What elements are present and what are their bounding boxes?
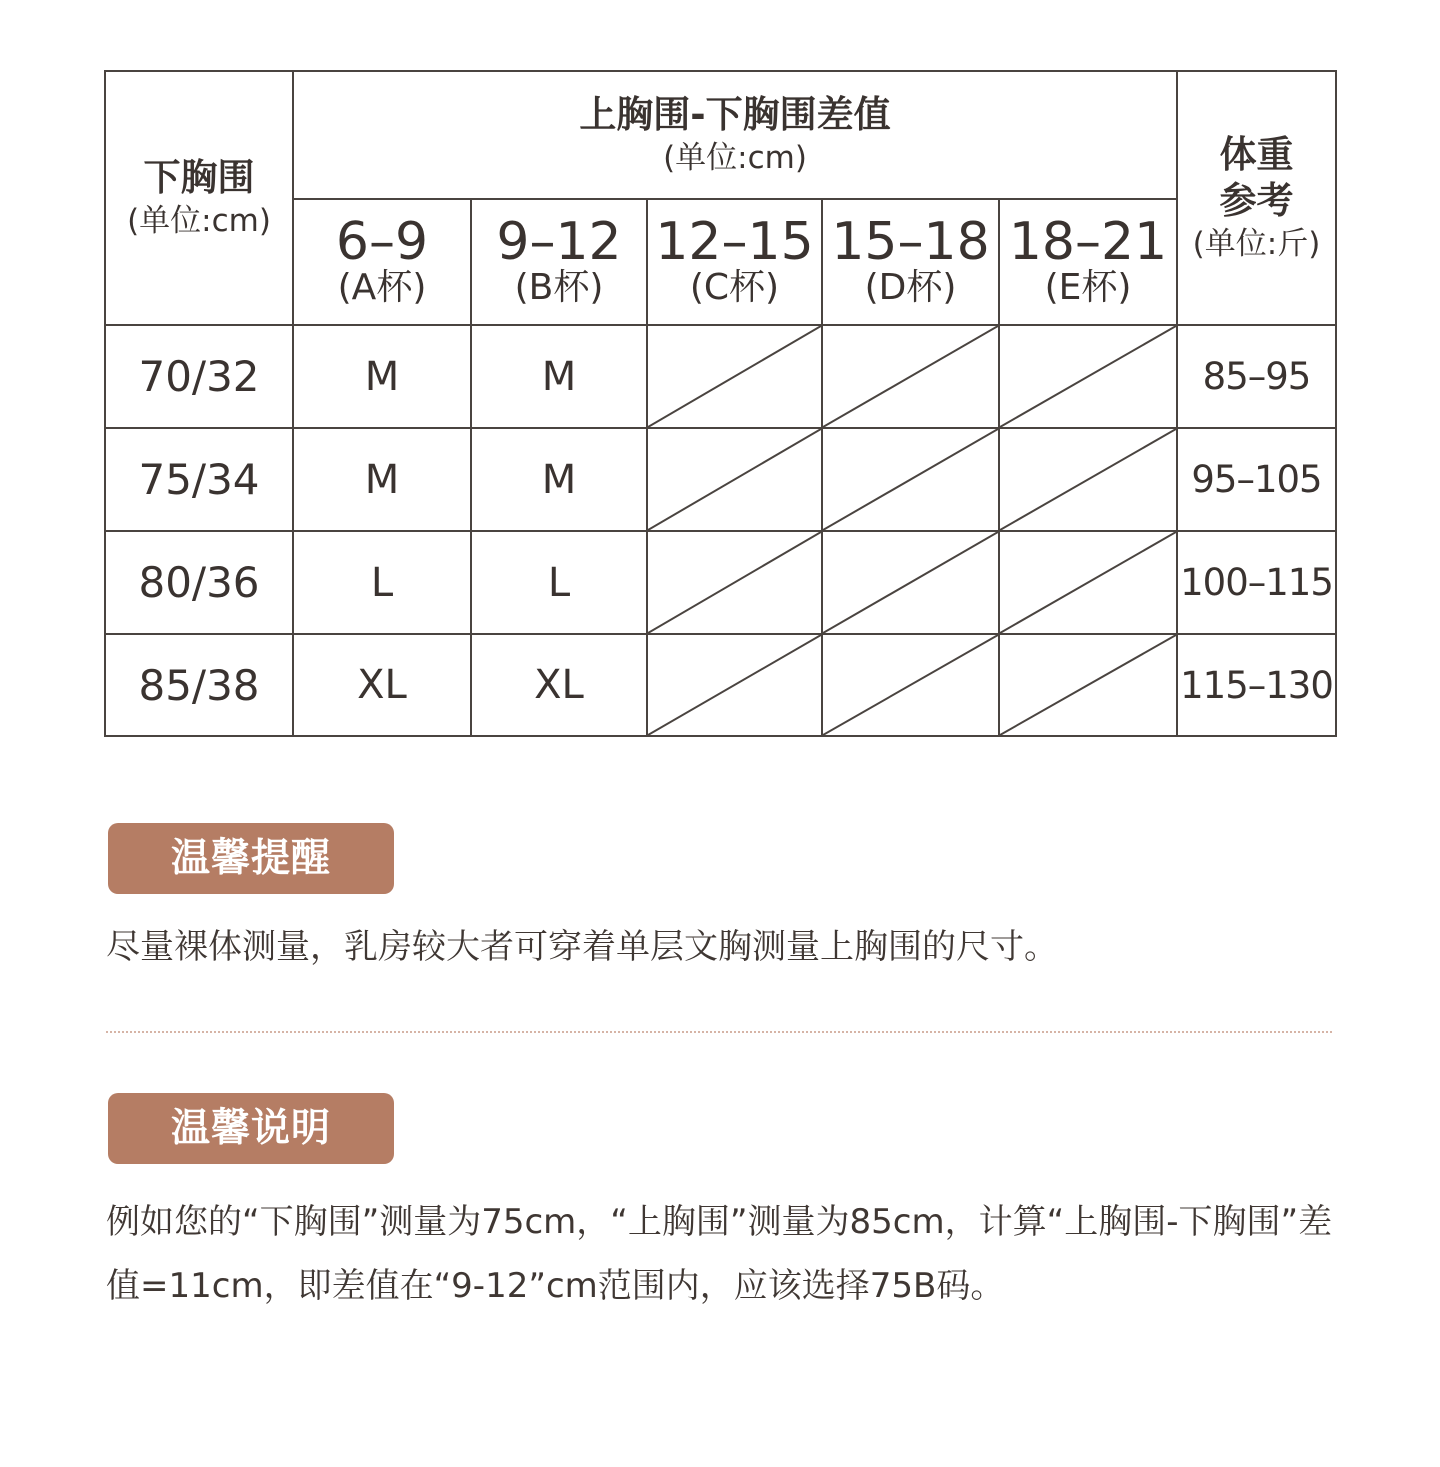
diff-header-cell [293, 71, 1177, 199]
diff-header-unit: (单位:cm) [663, 139, 807, 176]
cup-header-e [999, 199, 1177, 325]
cup-letter: (C杯) [689, 267, 780, 309]
unavailable-cell [999, 325, 1177, 428]
cup-range: 12–15 [655, 212, 814, 273]
cup-header-c [647, 199, 822, 325]
unavailable-cell [647, 634, 822, 736]
diff-header-title: 上胸围-下胸围差值 [579, 92, 891, 136]
weight-cell: 95–105 [1177, 428, 1336, 531]
size-chart-table [104, 70, 1337, 737]
diagonal-slash-icon [1000, 635, 1176, 735]
unavailable-cell [822, 634, 999, 736]
diagonal-slash-icon [1000, 326, 1176, 427]
weight-header-unit: (单位:斤) [1192, 226, 1321, 263]
cup-range: 9–12 [496, 212, 622, 273]
unavailable-cell [647, 325, 822, 428]
section-divider [106, 1031, 1332, 1033]
weight-cell: 85–95 [1177, 325, 1336, 428]
unavailable-cell [822, 531, 999, 634]
size-cell-a: XL [293, 634, 471, 736]
size-cell-a: L [293, 531, 471, 634]
weight-cell: 100–115 [1177, 531, 1336, 634]
size-cell-a: M [293, 325, 471, 428]
weight-header-cell [1177, 71, 1336, 325]
cup-range: 15–18 [831, 212, 990, 273]
size-cell-b: XL [471, 634, 647, 736]
diagonal-slash-icon [648, 326, 821, 427]
band-header-unit: (单位:cm) [127, 202, 271, 239]
cup-letter: (E杯) [1044, 267, 1132, 309]
table-row [105, 531, 1336, 634]
band-cell: 75/34 [105, 428, 293, 531]
table-row [105, 325, 1336, 428]
band-cell: 70/32 [105, 325, 293, 428]
note-badge: 温馨说明 [108, 1093, 394, 1164]
band-cell: 80/36 [105, 531, 293, 634]
tip-text: 尽量裸体测量，乳房较大者可穿着单层文胸测量上胸围的尺寸。 [106, 927, 1058, 967]
cup-header-a [293, 199, 471, 325]
diagonal-slash-icon [823, 532, 998, 633]
cup-header-b [471, 199, 647, 325]
diagonal-slash-icon [648, 635, 821, 735]
weight-header-title-2: 参考 [1219, 178, 1294, 222]
cup-letter: (D杯) [864, 267, 957, 309]
diagonal-slash-icon [1000, 429, 1176, 530]
note-text: 例如您的“下胸围”测量为75cm，“上胸围”测量为85cm，计算“上胸围-下胸围”差值=11cm，即差值在“9-12”cm范围内，应该选择75B码。 [106, 1202, 1333, 1306]
diagonal-slash-icon [823, 635, 998, 735]
tip-badge: 温馨提醒 [108, 823, 394, 894]
cup-letter: (B杯) [514, 267, 604, 309]
table-row [105, 634, 1336, 736]
diagonal-slash-icon [648, 429, 821, 530]
size-cell-b: M [471, 428, 647, 531]
band-header-cell [105, 71, 293, 325]
cup-header-d [822, 199, 999, 325]
cup-range: 6–9 [335, 212, 429, 273]
cup-letter: (A杯) [337, 267, 427, 309]
unavailable-cell [647, 428, 822, 531]
band-cell: 85/38 [105, 634, 293, 736]
unavailable-cell [999, 428, 1177, 531]
band-header-title: 下胸围 [143, 155, 255, 199]
unavailable-cell [822, 325, 999, 428]
unavailable-cell [822, 428, 999, 531]
cup-range: 18–21 [1008, 212, 1168, 273]
table-row [105, 428, 1336, 531]
diagonal-slash-icon [1000, 532, 1176, 633]
size-cell-b: L [471, 531, 647, 634]
diagonal-slash-icon [823, 429, 998, 530]
size-cell-a: M [293, 428, 471, 531]
unavailable-cell [999, 531, 1177, 634]
unavailable-cell [999, 634, 1177, 736]
unavailable-cell [647, 531, 822, 634]
diagonal-slash-icon [823, 326, 998, 427]
weight-header-title-1: 体重 [1219, 132, 1294, 176]
weight-cell: 115–130 [1177, 634, 1336, 736]
diagonal-slash-icon [648, 532, 821, 633]
size-cell-b: M [471, 325, 647, 428]
